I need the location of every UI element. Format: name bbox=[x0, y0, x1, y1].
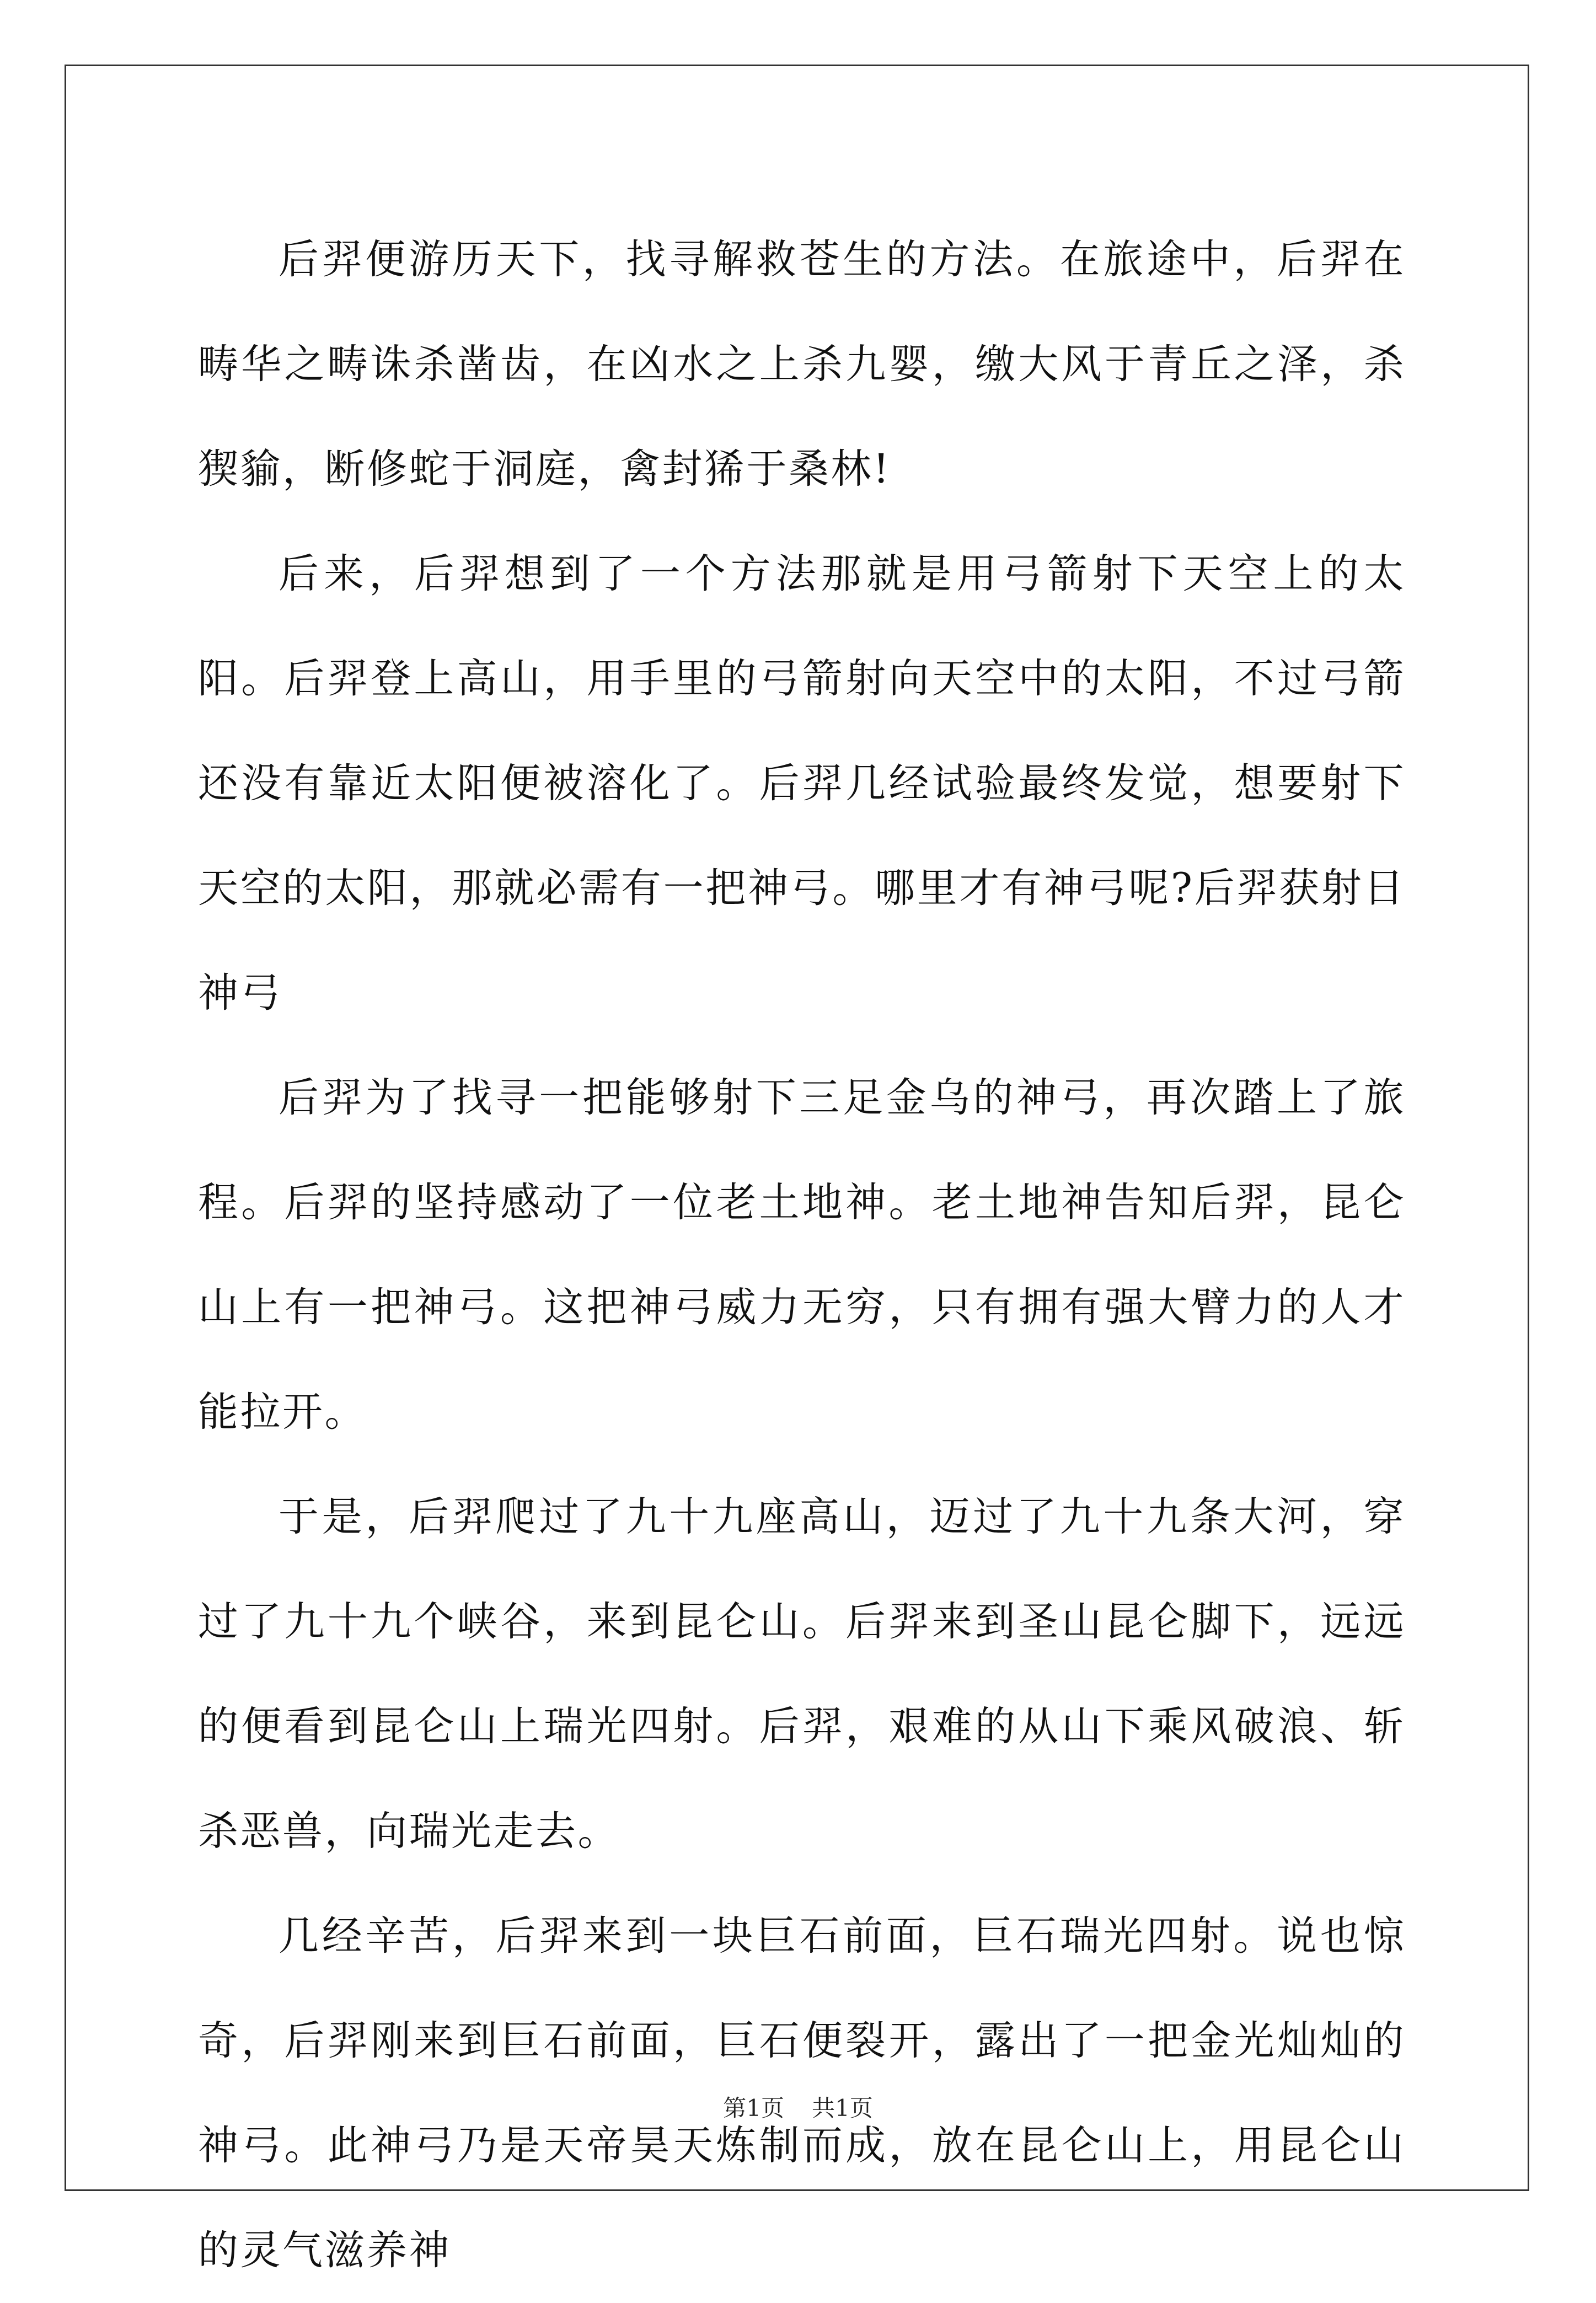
paragraph-1: 后羿便游历天下，找寻解救苍生的方法。在旅途中，后羿在畴华之畴诛杀凿齿，在凶水之上杀九婴，缴大风于青丘之泽，杀猰貐，断修蛇于洞庭，禽封狶于桑林! bbox=[198, 236, 1406, 492]
document-body bbox=[198, 207, 1406, 2303]
paragraph-2: 后来，后羿想到了一个方法那就是用弓箭射下天空上的太阳。后羿登上高山，用手里的弓箭射向天空中的太阳，不过弓箭还没有靠近太阳便被溶化了。后羿几经试验最终发觉，想要射下天空的太阳，那就必需有一把神弓。哪里才有神弓呢?后羿获射日神弓 bbox=[198, 550, 1406, 1016]
paragraph-4: 于是，后羿爬过了九十九座高山，迈过了九十九条大河，穿过了九十九个峡谷，来到昆仑山。后羿来到圣山昆仑脚下，远远的便看到昆仑山上瑞光四射。后羿，艰难的从山下乘风破浪、斩杀恶兽，向瑞光走去。 bbox=[198, 1493, 1406, 1855]
page-footer bbox=[0, 2092, 1596, 2125]
page-number-total: 共1页 bbox=[812, 2095, 873, 2122]
paragraph-5: 几经辛苦，后羿来到一块巨石前面，巨石瑞光四射。说也惊奇，后羿刚来到巨石前面，巨石便裂开，露出了一把金光灿灿的神弓。此神弓乃是天帝昊天炼制而成，放在昆仑山上，用昆仑山的灵气滋养神 bbox=[198, 1913, 1406, 2274]
page-number-current: 第1页 bbox=[723, 2095, 784, 2122]
paragraph-3: 后羿为了找寻一把能够射下三足金乌的神弓，再次踏上了旅程。后羿的坚持感动了一位老土地神。老土地神告知后羿，昆仑山上有一把神弓。这把神弓威力无穷，只有拥有强大臂力的人才能拉开。 bbox=[198, 1074, 1406, 1436]
